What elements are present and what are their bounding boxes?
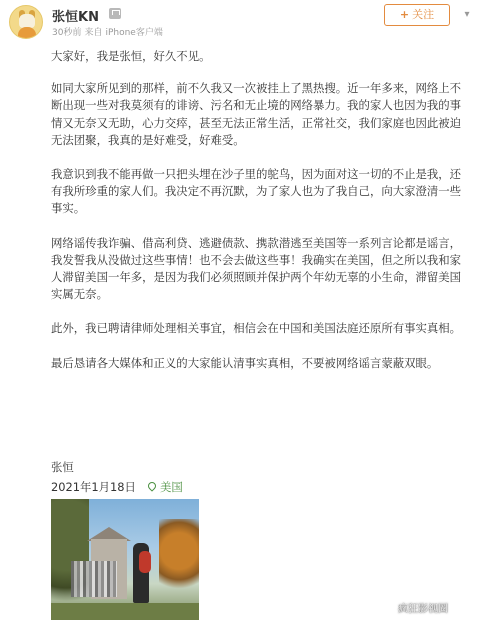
- post-paragraph: 我意识到我不能再做一只把头埋在沙子里的鸵鸟，因为面对这一切的不止是我，还有我所珍重的家人们。我决定不再沉默，为了家人也为了我自己，向大家澄清一些事实。: [51, 167, 462, 216]
- chevron-down-icon[interactable]: ▾: [464, 9, 470, 20]
- avatar[interactable]: [9, 5, 43, 39]
- post-date: 2021年1月18日: [51, 480, 136, 494]
- follow-button[interactable]: [384, 4, 450, 26]
- photo-child: [139, 551, 151, 573]
- post-paragraph: 大家好，我是张恒，好久不见。: [51, 49, 211, 63]
- post-time: 30秒前: [52, 28, 82, 38]
- post-paragraph: 如同大家所见到的那样，前不久我又一次被挂上了黑热搜。近一年多来，网络上不断出现一些对我莫须有的诽谤、污名和无止境的网络暴力。我的家人也因为我的事情又无奈又无助，心力交瘁，甚至无法正常生活，正常社交，我们家庭也因此被迫无法团聚，我真的是好难受，好难受。: [51, 81, 462, 147]
- post-from-label: 来自: [84, 28, 103, 38]
- plus-icon: +: [399, 8, 410, 21]
- post-body: [51, 48, 471, 389]
- post-header: [0, 0, 486, 44]
- post-paragraph: 最后恳请各大媒体和正义的大家能认清事实真相，不要被网络谣言蒙蔽双眼。: [51, 355, 439, 370]
- photo-grass: [51, 603, 199, 620]
- photo-tree-left: [51, 499, 89, 620]
- avatar-body: [18, 27, 36, 39]
- post-location[interactable]: [148, 479, 183, 495]
- photo-tree-right: [159, 519, 199, 599]
- post-client[interactable]: iPhone客户端: [105, 28, 163, 38]
- member-badge-icon: [109, 8, 121, 19]
- post-photo[interactable]: [51, 499, 199, 620]
- post-paragraph: 网络谣传我诈骗、借高利贷、逃避债款、携款潜逃至美国等一系列言论都是谣言，我发誓我从没做过这些事情！也不会去做这些事！我确实在美国，但之所以我和家人滞留美国一年多，是因为我们必须照顾并保护两个年幼无辜的小生命，滞留美国实属无奈。: [51, 235, 462, 302]
- follow-label: 关注: [412, 8, 435, 21]
- post-meta: [52, 25, 166, 38]
- location-pin-icon: [146, 480, 157, 491]
- avatar-face: [19, 14, 35, 28]
- username[interactable]: 张恒KN: [52, 10, 99, 25]
- watermark: 疯狂影视圈: [398, 604, 448, 615]
- location-label: 美国: [160, 480, 183, 494]
- post-signature: 张恒: [51, 460, 74, 474]
- photo-mosaic: [71, 561, 117, 597]
- post-paragraph: 此外，我已聘请律师处理相关事宜，相信会在中国和美国法庭还原所有事实真相。: [51, 321, 462, 336]
